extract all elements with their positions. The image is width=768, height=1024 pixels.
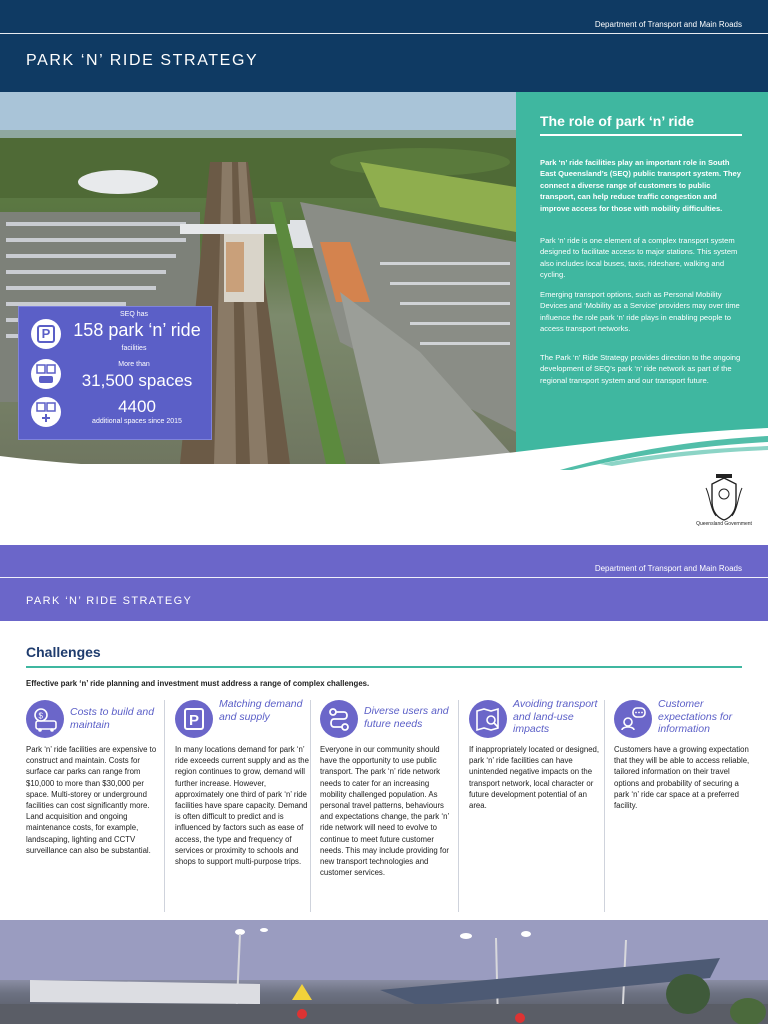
stat-facilities-value: 158 park ‘n’ ride — [73, 320, 201, 340]
station-dusk-photo — [0, 920, 768, 1024]
challenge-body: Everyone in our community should have the opportunity to use public transport. The park ‘n’ ride network needs to cater for an increasing mobility challenged population. As personal travel patterns, behaviours and expectations change, the park ‘n’ ride network will need to evolve to continue to meet future customer needs. This may include providing for new transport technologies and customer services. — [320, 745, 450, 878]
role-paragraph-4: The Park ‘n’ Ride Strategy provides direction to the ongoing development of SEQ’s park ‘n’ ride network as part of the regional transport system and our transport future. — [540, 353, 741, 385]
parking-icon — [175, 700, 213, 738]
department-name: Department of Transport and Main Roads — [594, 564, 742, 573]
stat-facilities-pretext: SEQ has — [119, 311, 148, 318]
page-title: PARK ‘N’ RIDE STRATEGY — [26, 52, 259, 69]
parking-icon: P — [31, 319, 61, 349]
stat-additional-value: 4400 — [118, 397, 156, 416]
map-search-icon — [469, 700, 507, 738]
role-paragraph-2: Park ‘n’ ride is one element of a complex transport system designed to facilitate access to major stations. This system also includes local buses, taxis, rideshare, walking and cycling. — [540, 236, 738, 280]
svg-text:$: $ — [38, 711, 43, 721]
challenges-rule — [26, 666, 742, 668]
decorative-wave — [0, 418, 768, 488]
column-divider — [604, 700, 605, 912]
role-title-rule — [540, 134, 742, 136]
header-rule — [0, 577, 768, 578]
role-title: The role of park ‘n’ ride — [540, 113, 695, 129]
role-paragraph-3: Emerging transport options, such as Personal Mobility Devices and ‘Mobility as a Service’ providers may over time influence the role park ‘n’ ride plays in enabling people to access transport networks. — [540, 290, 740, 334]
challenges-heading: Challenges — [26, 644, 101, 660]
department-name: Department of Transport and Main Roads — [594, 20, 742, 29]
challenges-intro: Effective park ‘n’ ride planning and investment must address a range of complex challenges. — [26, 679, 370, 688]
challenge-heading: Matching demand and supply — [219, 698, 303, 723]
challenge-body: If inappropriately located or designed, park ‘n’ ride facilities can have unintended negative impacts on the transport network, local character or future development potential of an area. — [469, 745, 600, 811]
challenge-body: Park ‘n’ ride facilities are expensive to construct and maintain. Costs for surface car parks can range from $10,000 to more than $30,000 per space. Multi-storey or underground facilities can cost significantly more. Land acquisition and ongoing maintenance costs, for example, landscaping, lighting and CCTV surveillance can also be substantial. — [26, 745, 157, 855]
challenge-avoiding-impacts — [469, 698, 601, 914]
column-divider — [164, 700, 165, 912]
challenge-heading: Diverse users and future needs — [364, 705, 449, 730]
role-paragraph-1: Park ‘n’ ride facilities play an important role in South East Queensland’s (SEQ) public transport system. They connect a diverse range of customers to public transport, can help reduce traffic congestion and improve access for those with mobility difficulties. — [540, 158, 742, 213]
route-icon — [320, 700, 358, 738]
role-panel — [516, 92, 768, 464]
column-divider — [310, 700, 311, 912]
customer-info-icon — [614, 700, 652, 738]
queensland-government-wordmark: Queensland Government — [696, 521, 752, 527]
multi-level-parking-icon — [31, 359, 61, 389]
stat-additional-posttext: additional spaces since 2015 — [92, 418, 182, 425]
money-car-icon — [26, 700, 64, 738]
stat-facilities-posttext: facilities — [121, 345, 147, 352]
page1-header — [0, 0, 768, 92]
page-title: PARK ‘N’ RIDE STRATEGY — [26, 595, 193, 607]
challenge-customer-expectations — [614, 698, 750, 914]
challenge-body: In many locations demand for park ‘n’ ride exceeds current supply and as the region continues to grow, demand will further increase. However, approximately one third of park ‘n’ ride facilities have spare capacity. Demand is often difficult to predict and is influenced by factors such as ease of access, the type and frequency of services or proximity to schools and shops to support multi-purpose trips. — [175, 745, 309, 867]
challenge-body: Customers have a growing expectation that they will be able to access reliable, tailored information on their travel options and probability of securing a park ‘n’ ride car space at a preferred facility. — [614, 745, 750, 811]
stat-spaces-pretext: More than — [118, 361, 150, 368]
column-divider — [458, 700, 459, 912]
challenge-costs — [26, 698, 158, 914]
challenge-heading: Costs to build and maintain — [70, 706, 155, 731]
challenge-diverse-users — [320, 698, 452, 914]
page2-header — [0, 545, 768, 621]
svg-text:P: P — [189, 712, 200, 729]
challenge-demand — [175, 698, 307, 914]
challenge-heading: Customer expectations for information — [658, 698, 733, 735]
header-rule — [0, 33, 768, 34]
dusk-photo-illustration — [0, 920, 768, 1024]
challenge-heading: Avoiding transport and land-use impacts — [513, 698, 598, 735]
stat-spaces-value: 31,500 spaces — [81, 371, 193, 390]
